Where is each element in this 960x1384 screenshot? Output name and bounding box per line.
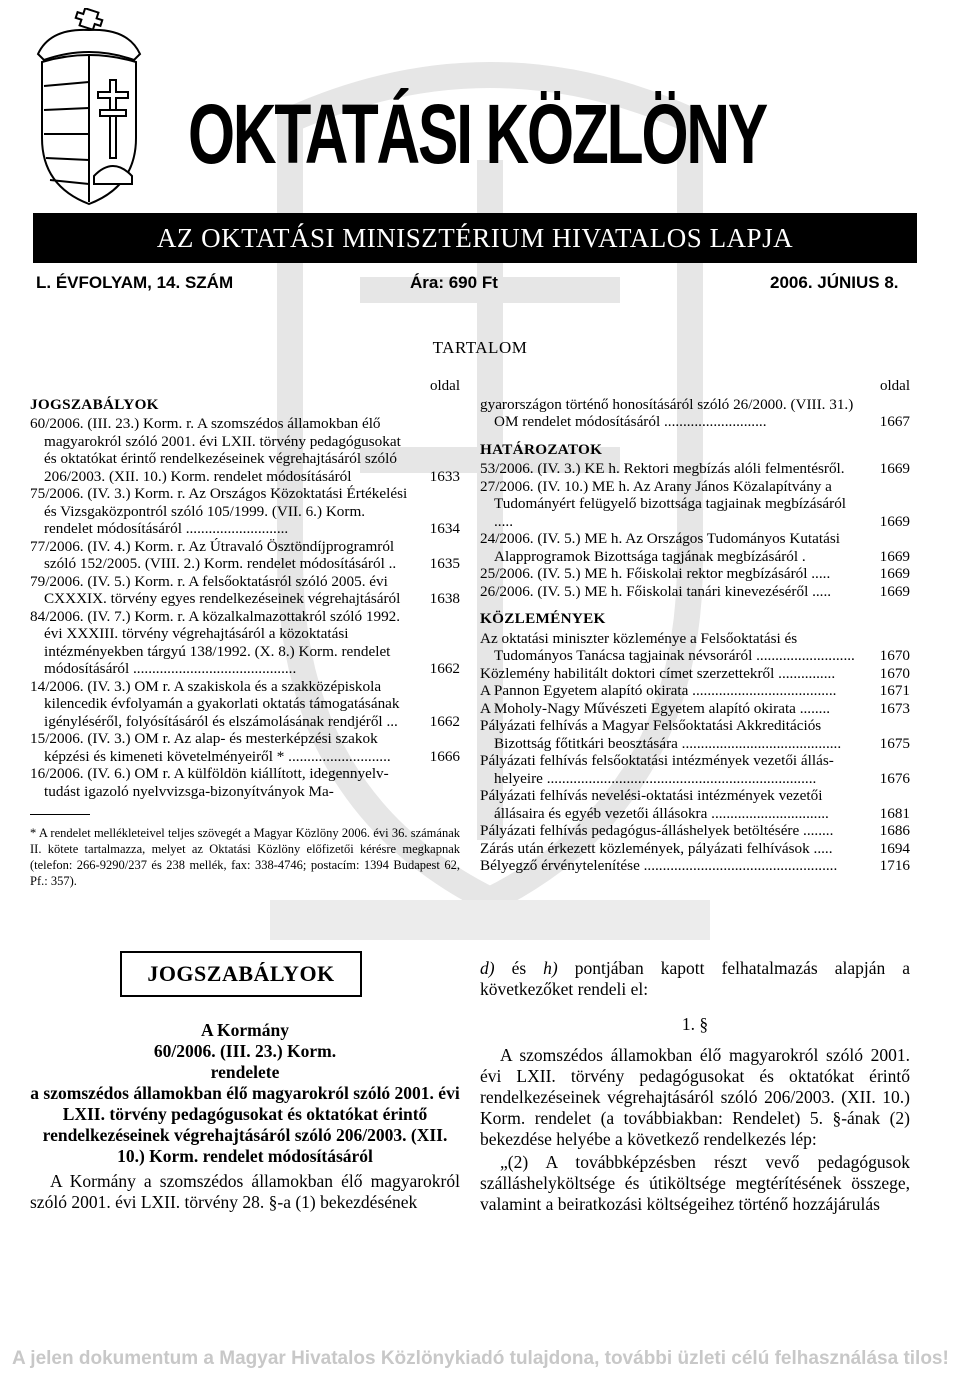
toc-entry-title: Az oktatási miniszter közleménye a Felsőoktatási és Tudományos Tanácsa tagjainak névsoráról .......................... [480,629,855,664]
toc-entry [30,608,460,678]
page-column-label: oldal [880,378,910,394]
page-column-label: oldal [430,378,460,394]
toc-entry [30,538,460,573]
toc-entry-title: Pályázati felhívás nevelési-oktatási intézmények vezetői állásaira és egyéb vezetői állásokra ............................... [480,787,829,822]
toc-entry-page: 1669 [879,582,910,600]
toc-entry [480,665,910,683]
toc-entry-page: 1681 [879,804,910,822]
hungarian-coat-of-arms-icon [30,8,148,208]
toc-entry-page: 1669 [879,547,910,565]
toc-entry-title: 15/2006. (IV. 3.) OM r. Az alap- és mesterképzési szakok képzési és kimeneti követelményeiről * ........................... [30,730,391,765]
toc-entry [480,460,910,478]
toc-left-column [30,378,460,889]
toc-entry-page: 1675 [879,734,910,752]
toc-hat-entries [480,460,910,600]
toc-entry [30,415,460,485]
toc-entry [30,678,460,731]
toc-entry-title: A Pannon Egyetem alapító okirata ...................................... [480,682,837,699]
subtitle-banner: AZ OKTATÁSI MINISZTÉRIUM HIVATALOS LAPJA [33,213,917,263]
toc-entry-title: 24/2006. (IV. 5.) ME h. Az Országos Tudományos Kutatási Alapprogramok Bizottsága tagjának megbízásáról . [480,530,840,565]
toc-entry [480,752,910,787]
toc-entry-title: gyarországon történő honosításáról szóló 26/2000. (VIII. 31.) OM rendelet módosításáról ........................... [480,395,854,430]
toc-entry-title: Közlemény habilitált doktori címet szerzettekről ............... [480,664,836,682]
toc-entry-page: 1666 [429,747,460,765]
toc-entry [30,765,460,800]
toc-entry-title: 25/2006. (IV. 5.) ME h. Főiskolai rektor megbízásáról ..... [480,565,831,582]
ownership-notice: A jelen dokumentum a Magyar Hivatalos Közlönykiadó tulajdona, további üzleti célú felhasználása tilos! [12,1348,949,1369]
toc-entry-title: A Moholy-Nagy Művészeti Egyetem alapító okirata ........ [480,699,831,717]
quoted-provision: „(2) A továbbképzésben részt vevő pedagógusok szálláshelyköltsége és útiköltsége megtérítésének összege, valamint a beiratkozási költségeihez történő hozzájárulás [480,1152,910,1214]
toc-entry-page: 1662 [429,660,460,677]
paragraph-text: A szomszédos államokban élő magyarokról szóló 2001. évi LXII. törvény pedagógusokat és oktatókat érintő rendelkezéseinek végrehajtásáról szóló 206/2003. (XII. 10.) Korm. rendelet (a továbbiakban: Rendelet) 5. §-ának (2) bekezdése helyébe a következő rendelkezés lép: [480,1045,910,1149]
toc-right-continued [480,396,910,431]
toc-entry [480,857,910,875]
article-kind: rendelete [210,1062,280,1082]
toc-entry [30,573,460,608]
toc-left-entries [30,415,460,800]
toc-entry-page: 1669 [879,512,910,530]
toc-entry-page: 1686 [879,822,910,839]
toc-entry-page: 1638 [429,590,460,607]
toc-right-column [480,378,910,875]
toc-entry-title: 53/2006. (IV. 3.) KE h. Rektori megbízás alóli felmentésről. [480,460,845,477]
point-h: h) [543,958,558,978]
toc-entry [480,565,910,583]
toc-entry [480,717,910,752]
toc-entry [480,840,910,858]
toc-entry-title: 60/2006. (III. 23.) Korm. r. A szomszédos államokban élő magyarokról szóló 2001. évi LXII. törvény pedagógusokat és oktatókat érintő rendelkezéseinek végrehajtásáról szóló 206/2003. (XII. 10.) Korm. rendelet módosításáról [30,415,401,485]
volume-number: L. ÉVFOLYAM, 14. SZÁM [36,273,234,292]
intro-connector: és [494,958,544,978]
toc-entry [480,630,910,665]
toc-entry-title: Bélyegző érvénytelenítése ................................................... [480,857,838,874]
toc-entry-title: 75/2006. (IV. 3.) Korm. r. Az Országos Közoktatási Értékelési és Vizsgaközpontról szóló 105/1999. (VII. 6.) Korm. rendelet módosításáról ........................... [30,485,408,537]
price: Ára: 690 Ft [410,273,498,292]
toc-entry-title: 79/2006. (IV. 5.) Korm. r. A felsőoktatásról szóló 2005. évi CXXXIX. törvény egyes rendelkezéseinek végrehajtásáról [30,572,401,607]
issue-date: 2006. JÚNIUS 8. [770,273,899,292]
toc-entry-page: 1676 [879,769,910,787]
toc-entry-page: 1670 [879,647,910,664]
article-section-heading: JOGSZABÁLYOK [120,951,362,997]
footnote: * A rendelet mellékleteivel teljes szövegét a Magyar Közlöny 2006. évi 36. számának II. kötete tartalmazza, melyet az Oktatási Közlöny előfizetői kérésre megkapnak (telefon: 266-9290/237 és 238 mellék, fax: 338-4746; postacím: 1394 Budapest 62, Pf.: 357). [30,826,460,888]
toc-entry-title: 26/2006. (IV. 5.) ME h. Főiskolai tanári kinevezéséről ..... [480,582,832,600]
toc-entry-page: 1667 [879,413,910,430]
toc-entry-page: 1716 [879,857,910,874]
article-right-column [480,958,910,1215]
toc-entry [480,478,910,531]
toc-entry [480,396,910,431]
toc-entry [480,682,910,700]
toc-entry [480,787,910,822]
article-intro: A Kormány a szomszédos államokban élő magyarokról szóló 2001. évi LXII. törvény 28. §-a (1) bekezdésének [30,1171,460,1212]
toc-heading: TARTALOM [432,338,528,357]
toc-entry-title: Pályázati felhívás pedagógus-álláshelyek betöltésére ........ [480,822,834,839]
toc-entry-title: Pályázati felhívás felsőoktatási intézmények vezetői állás-helyeire ....................................................................... [480,752,834,787]
toc-entry-page: 1633 [429,467,460,485]
toc-entry [480,530,910,565]
point-d: d) [480,958,495,978]
toc-entry-page: 1694 [879,839,910,857]
toc-entry-page: 1673 [879,699,910,717]
toc-entry-page: 1662 [429,712,460,730]
toc-entry-title: 16/2006. (IV. 6.) OM r. A külföldön kiállított, idegennyelv-tudást igazoló nyelvvizsga-bizonyítványok Ma- [30,765,389,800]
toc-entry-page: 1634 [429,520,460,537]
toc-entry [30,485,460,538]
article-issuer: A Kormány [201,1020,289,1040]
toc-entry-page: 1669 [879,460,910,477]
toc-section-kozlemenyek: KÖZLEMÉNYEK [480,610,606,627]
publication-title: OKTATÁSI KÖZLÖNY [188,87,767,181]
toc-entry [480,700,910,718]
toc-entry-title: 84/2006. (IV. 7.) Korm. r. A közalkalmazottakról szóló 1992. évi XXXIII. törvény végrehajtásáról a közoktatási intézményekben tárgyú 138/1992. (X. 8.) Korm. rendelet módosításáról ........................................... [30,607,401,677]
toc-entry [480,583,910,601]
toc-entry-page: 1669 [879,565,910,582]
toc-section-jogszabalyok: JOGSZABÁLYOK [30,395,159,413]
footnote-rule [30,814,90,815]
article-intro-continued [480,958,910,1000]
intro-rest: pontjában kapott felhatalmazás alapján a következőket rendeli el: [480,958,911,999]
toc-entry-title: Pályázati felhívás a Magyar Felsőoktatási Akkreditációs Bizottság főtitkári beosztására .......................................... [480,717,842,752]
toc-section-hatarozatok: HATÁROZATOK [480,440,603,458]
paragraph-number: 1. § [681,1014,709,1034]
toc-koz-entries [480,630,910,875]
article-left-column [30,1020,460,1213]
toc-entry [480,822,910,840]
toc-entry-title: 77/2006. (IV. 4.) Korm. r. Az Útravaló Ösztöndíjprogramról szóló 152/2005. (VIII. 2.) Korm. rendelet módosításáról .. [30,537,397,572]
toc-entry-title: 14/2006. (IV. 3.) OM r. A szakiskola és a szakközépiskola kilencedik évfolyamán a gyakorlati oktatás támogatásának igényléséről, folyósításáról és elszámolásának rendjéről ... [30,677,400,730]
toc-entry-title: Zárás után érkezett közlemények, pályázati felhívások ..... [480,839,833,857]
toc-entry [30,730,460,765]
toc-entry-page: 1670 [879,664,910,682]
article-number: 60/2006. (III. 23.) Korm. [153,1041,337,1061]
toc-entry-title: 27/2006. (IV. 10.) ME h. Az Arany János Közalapítvány a Tudományért felügyelő bizottsága tagjainak megbízásáról ..... [480,477,847,530]
article-title: a szomszédos államokban élő magyarokról szóló 2001. évi LXII. törvény pedagógusokat és oktatókat érintő rendelkezéseinek végrehajtásáról szóló 206/2003. (XII. 10.) Korm. rendelet módosításáról [30,1083,460,1166]
toc-entry-page: 1635 [429,555,460,572]
toc-entry-page: 1671 [879,682,910,699]
